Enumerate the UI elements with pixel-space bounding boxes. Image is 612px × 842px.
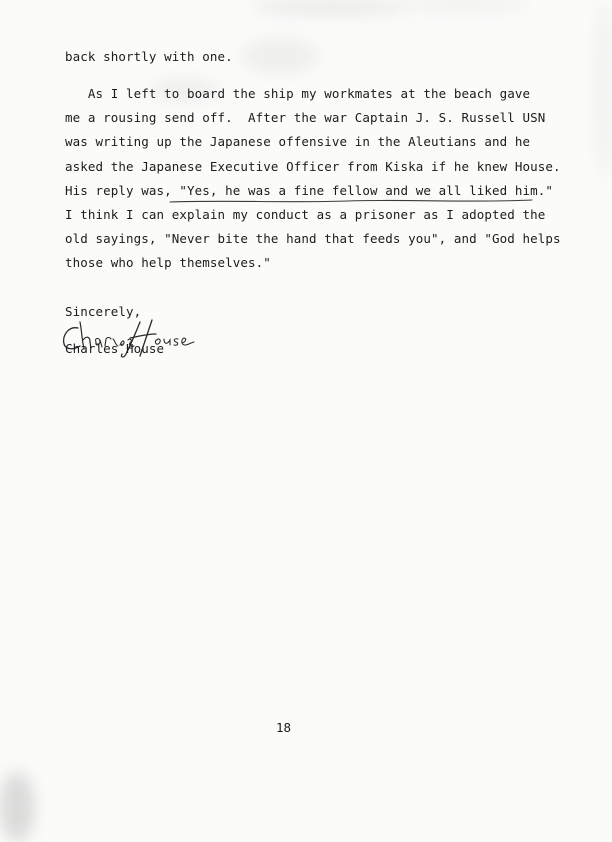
body-line-with-quote <box>65 183 553 198</box>
body-line: As I left to board the ship my workmates at the beach gave <box>65 86 531 101</box>
body-line: I think I can explain my conduct as a prisoner as I adopted the <box>65 207 546 222</box>
body-line: asked the Japanese Executive Officer from Kiska if he knew House. <box>65 159 561 174</box>
scan-smudge <box>400 0 530 10</box>
closing: Sincerely, <box>65 304 142 319</box>
scan-smudge <box>250 0 410 14</box>
body-line: back shortly with one. <box>65 49 233 64</box>
underlined-quote: "Yes, he was a fine fellow and we all liked him." <box>179 183 554 198</box>
scan-smudge <box>596 0 612 180</box>
scan-smudge <box>0 772 34 842</box>
typed-name: Charles House <box>65 341 165 356</box>
body-line: me a rousing send off. After the war Captain J. S. Russell USN <box>65 110 546 125</box>
handwritten-underline <box>168 197 534 207</box>
body-line: was writing up the Japanese offensive in the Aleutians and he <box>65 134 531 149</box>
body-line: those who help themselves." <box>65 255 271 270</box>
scan-smudge <box>240 38 320 74</box>
page-number: 18 <box>276 720 292 735</box>
body-line: old sayings, "Never bite the hand that feeds you", and "God helps <box>65 231 561 246</box>
body-line-prefix: His reply was, <box>65 183 180 198</box>
